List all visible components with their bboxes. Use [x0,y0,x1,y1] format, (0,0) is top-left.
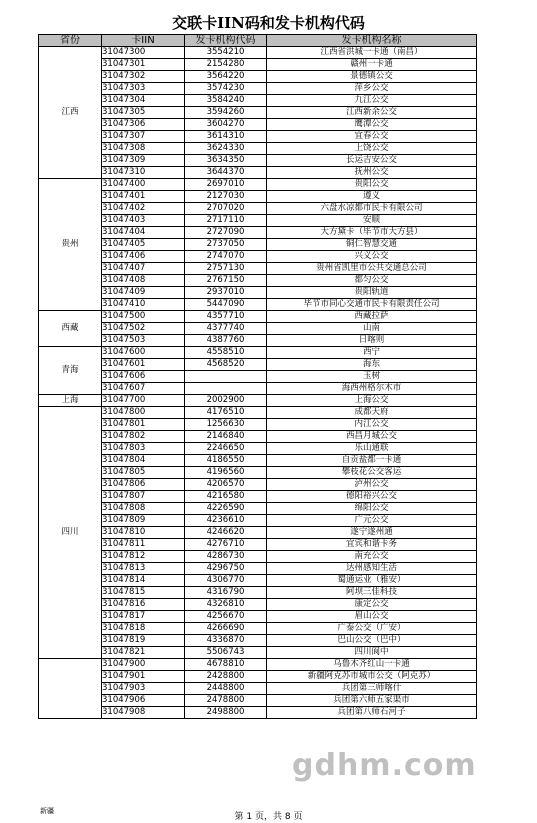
iin-cell: 31047500 [102,311,185,323]
code-cell: 2737050 [185,239,267,251]
name-cell: 安顺 [267,215,477,227]
iin-cell: 31047804 [102,455,185,467]
table-row [39,167,477,179]
table-row [39,635,477,647]
iin-table [38,34,477,719]
code-cell: 3614310 [185,131,267,143]
name-cell: 遂宁遂州通 [267,527,477,539]
code-cell: 4266690 [185,623,267,635]
iin-cell: 31047809 [102,515,185,527]
name-cell: 眉山公交 [267,611,477,623]
name-cell: 广泰公交（广安） [267,623,477,635]
code-cell: 2727090 [185,227,267,239]
name-cell: 鹰潭公交 [267,119,477,131]
table-row [39,623,477,635]
code-cell: 4256670 [185,611,267,623]
code-cell: 2937010 [185,287,267,299]
name-cell: 江西新余公交 [267,107,477,119]
table-row [39,227,477,239]
iin-cell: 31047811 [102,539,185,551]
table-row [39,671,477,683]
code-cell: 2154280 [185,59,267,71]
code-cell: 4678810 [185,659,267,671]
iin-cell: 31047805 [102,467,185,479]
code-cell: 2478800 [185,695,267,707]
name-cell: 六盘水凉都市民卡有限公司 [267,203,477,215]
iin-cell: 31047404 [102,227,185,239]
iin-cell: 31047309 [102,155,185,167]
table-row [39,155,477,167]
table-row [39,611,477,623]
name-cell: 海东 [267,359,477,371]
iin-cell: 31047400 [102,179,185,191]
code-cell: 3644370 [185,167,267,179]
table-row [39,371,477,383]
table-row [39,683,477,695]
table-row [39,107,477,119]
name-cell: 山南 [267,323,477,335]
code-cell: 3584240 [185,95,267,107]
code-cell: 5506743 [185,647,267,659]
code-cell: 4236610 [185,515,267,527]
iin-cell: 31047807 [102,491,185,503]
code-cell: 2747070 [185,251,267,263]
table-row [39,323,477,335]
iin-cell: 31047903 [102,683,185,695]
province-cell: 四川 [39,407,102,659]
name-cell: 新疆阿克苏市城市公交（阿克苏） [267,671,477,683]
iin-cell: 31047601 [102,359,185,371]
table-row [39,143,477,155]
name-cell: 巴山公交（巴中） [267,635,477,647]
code-cell: 2246650 [185,443,267,455]
name-cell: 长运吉安公交 [267,155,477,167]
code-cell: 5447090 [185,299,267,311]
name-cell: 江西省洪城一卡通（南昌） [267,47,477,59]
code-cell: 2717110 [185,215,267,227]
iin-cell: 31047300 [102,47,185,59]
iin-cell: 31047606 [102,371,185,383]
iin-cell: 31047908 [102,707,185,719]
table-row [39,71,477,83]
table-row [39,551,477,563]
table-row [39,563,477,575]
iin-cell: 31047402 [102,203,185,215]
code-cell: 3554210 [185,47,267,59]
code-cell: 4196560 [185,467,267,479]
name-cell: 阿坝三佳科技 [267,587,477,599]
iin-cell: 31047814 [102,575,185,587]
code-cell: 4357710 [185,311,267,323]
table-row [39,251,477,263]
name-cell: 赣州一卡通 [267,59,477,71]
code-cell: 4336870 [185,635,267,647]
iin-cell: 31047302 [102,71,185,83]
page-title: 交联卡IIN码和发卡机构代码 [172,14,365,32]
iin-cell: 31047304 [102,95,185,107]
table-row [39,191,477,203]
code-cell: 2757130 [185,263,267,275]
table-row [39,119,477,131]
table-row [39,47,477,59]
code-cell: 4226590 [185,503,267,515]
name-cell: 日喀则 [267,335,477,347]
name-cell: 内江公交 [267,419,477,431]
code-cell: 4326810 [185,599,267,611]
code-cell [185,383,267,395]
iin-cell: 31047403 [102,215,185,227]
header-province: 省份 [39,35,102,47]
name-cell: 南充公交 [267,551,477,563]
watermark: gdhm.com [292,748,477,783]
name-cell: 四川阆中 [267,647,477,659]
table-row [39,695,477,707]
name-cell: 贵阳轨道 [267,287,477,299]
header-name: 发卡机构名称 [267,35,477,47]
table-row [39,383,477,395]
name-cell: 德阳裕兴公交 [267,491,477,503]
code-cell: 4387760 [185,335,267,347]
iin-cell: 31047901 [102,671,185,683]
table-row [39,131,477,143]
table-header-row [39,35,477,47]
iin-cell: 31047305 [102,107,185,119]
table-row [39,263,477,275]
name-cell: 西藏拉萨 [267,311,477,323]
iin-cell: 31047900 [102,659,185,671]
iin-cell: 31047803 [102,443,185,455]
name-cell: 成都天府 [267,407,477,419]
table-row [39,311,477,323]
table-row [39,215,477,227]
name-cell: 上饶公交 [267,143,477,155]
code-cell: 2498800 [185,707,267,719]
code-cell: 4176510 [185,407,267,419]
iin-cell: 31047408 [102,275,185,287]
corner-label: 新疆 [40,807,54,815]
code-cell: 4286730 [185,551,267,563]
iin-cell: 31047310 [102,167,185,179]
table-row [39,479,477,491]
table-row [39,275,477,287]
iin-cell: 31047812 [102,551,185,563]
iin-cell: 31047817 [102,611,185,623]
province-cell: 江西 [39,47,102,179]
table-row [39,491,477,503]
table-row [39,443,477,455]
code-cell: 4296750 [185,563,267,575]
iin-cell: 31047409 [102,287,185,299]
name-cell: 上海公交 [267,395,477,407]
iin-cell: 31047306 [102,119,185,131]
table-row [39,599,477,611]
code-cell: 4276710 [185,539,267,551]
table-row [39,287,477,299]
name-cell: 西宁 [267,347,477,359]
table-row [39,587,477,599]
name-cell: 兵团第八师石河子 [267,707,477,719]
iin-cell: 31047405 [102,239,185,251]
header-iin: 卡IIN [102,35,185,47]
iin-cell: 31047813 [102,563,185,575]
code-cell: 2127030 [185,191,267,203]
iin-cell: 31047307 [102,131,185,143]
name-cell: 攀枝花公交客运 [267,467,477,479]
code-cell: 2448800 [185,683,267,695]
table-row [39,707,477,719]
table-row [39,575,477,587]
iin-cell: 31047815 [102,587,185,599]
province-cell [39,659,102,719]
name-cell: 兵团第六师五家渠市 [267,695,477,707]
iin-cell: 31047802 [102,431,185,443]
name-cell: 兵团第三师喀什 [267,683,477,695]
table-body [39,47,477,719]
name-cell: 贵州省凯里市公共交通总公司 [267,263,477,275]
name-cell: 宜宾和谐卡务 [267,539,477,551]
table-row [39,407,477,419]
table-row [39,539,477,551]
table-row [39,395,477,407]
iin-cell: 31047308 [102,143,185,155]
name-cell: 乐山通联 [267,443,477,455]
iin-cell: 31047808 [102,503,185,515]
iin-cell: 31047906 [102,695,185,707]
iin-cell: 31047819 [102,635,185,647]
name-cell: 都匀公交 [267,275,477,287]
code-cell: 4216580 [185,491,267,503]
iin-cell: 31047801 [102,419,185,431]
code-cell: 2707020 [185,203,267,215]
table-row [39,95,477,107]
iin-cell: 31047818 [102,623,185,635]
code-cell: 2146840 [185,431,267,443]
table-row [39,239,477,251]
name-cell: 宜春公交 [267,131,477,143]
table-row [39,59,477,71]
name-cell: 铜仁智慧交通 [267,239,477,251]
name-cell: 萍乡公交 [267,83,477,95]
code-cell: 4186550 [185,455,267,467]
name-cell: 自贡盐都一卡通 [267,455,477,467]
table-row [39,179,477,191]
iin-cell: 31047401 [102,191,185,203]
name-cell: 广元公交 [267,515,477,527]
iin-cell: 31047607 [102,383,185,395]
iin-cell: 31047600 [102,347,185,359]
code-cell: 3604270 [185,119,267,131]
table-row [39,299,477,311]
iin-cell: 31047806 [102,479,185,491]
name-cell: 蜀通运业（雅安） [267,575,477,587]
iin-cell: 31047407 [102,263,185,275]
name-cell: 康定公交 [267,599,477,611]
name-cell: 景德镇公交 [267,71,477,83]
name-cell: 兴义公交 [267,251,477,263]
code-cell: 4568520 [185,359,267,371]
table-row [39,419,477,431]
code-cell: 3574230 [185,83,267,95]
code-cell: 2428800 [185,671,267,683]
table-row [39,431,477,443]
code-cell: 1256630 [185,419,267,431]
table-row [39,335,477,347]
name-cell: 玉树 [267,371,477,383]
iin-cell: 31047700 [102,395,185,407]
code-cell: 2002900 [185,395,267,407]
code-cell: 4306770 [185,575,267,587]
table-row [39,467,477,479]
page-footer: 第 1 页，共 8 页 [234,812,303,822]
table-row [39,203,477,215]
name-cell: 贵阳公交 [267,179,477,191]
iin-cell: 31047410 [102,299,185,311]
iin-cell: 31047816 [102,599,185,611]
iin-cell: 31047406 [102,251,185,263]
iin-cell: 31047810 [102,527,185,539]
code-cell: 3624330 [185,143,267,155]
code-cell: 3594260 [185,107,267,119]
code-cell: 3634350 [185,155,267,167]
iin-cell: 31047301 [102,59,185,71]
table-row [39,359,477,371]
header-code: 发卡机构代码 [185,35,267,47]
table-row [39,515,477,527]
code-cell: 2767150 [185,275,267,287]
table-row [39,647,477,659]
code-cell [185,371,267,383]
name-cell: 大方黛卡（毕节市大方县） [267,227,477,239]
table-row [39,455,477,467]
name-cell: 泸州公交 [267,479,477,491]
name-cell: 乌鲁木齐红山一卡通 [267,659,477,671]
name-cell: 抚州公交 [267,167,477,179]
code-cell: 4558510 [185,347,267,359]
code-cell: 4377740 [185,323,267,335]
iin-cell: 31047503 [102,335,185,347]
name-cell: 西昌月城公交 [267,431,477,443]
province-cell: 上海 [39,395,102,407]
province-cell: 贵州 [39,179,102,311]
province-cell: 青海 [39,347,102,395]
code-cell: 4316790 [185,587,267,599]
name-cell: 毕节市同心交通市民卡有限责任公司 [267,299,477,311]
name-cell: 遵义 [267,191,477,203]
code-cell: 4206570 [185,479,267,491]
name-cell: 海西州格尔木市 [267,383,477,395]
table-row [39,347,477,359]
iin-cell: 31047303 [102,83,185,95]
table-row [39,503,477,515]
province-cell: 西藏 [39,311,102,347]
iin-cell: 31047800 [102,407,185,419]
code-cell: 3564220 [185,71,267,83]
code-cell: 4246620 [185,527,267,539]
iin-cell: 31047502 [102,323,185,335]
table-row [39,527,477,539]
name-cell: 九江公交 [267,95,477,107]
name-cell: 绵阳公交 [267,503,477,515]
table-row [39,659,477,671]
iin-cell: 31047821 [102,647,185,659]
code-cell: 2697010 [185,179,267,191]
table-row [39,83,477,95]
name-cell: 达州感知生活 [267,563,477,575]
